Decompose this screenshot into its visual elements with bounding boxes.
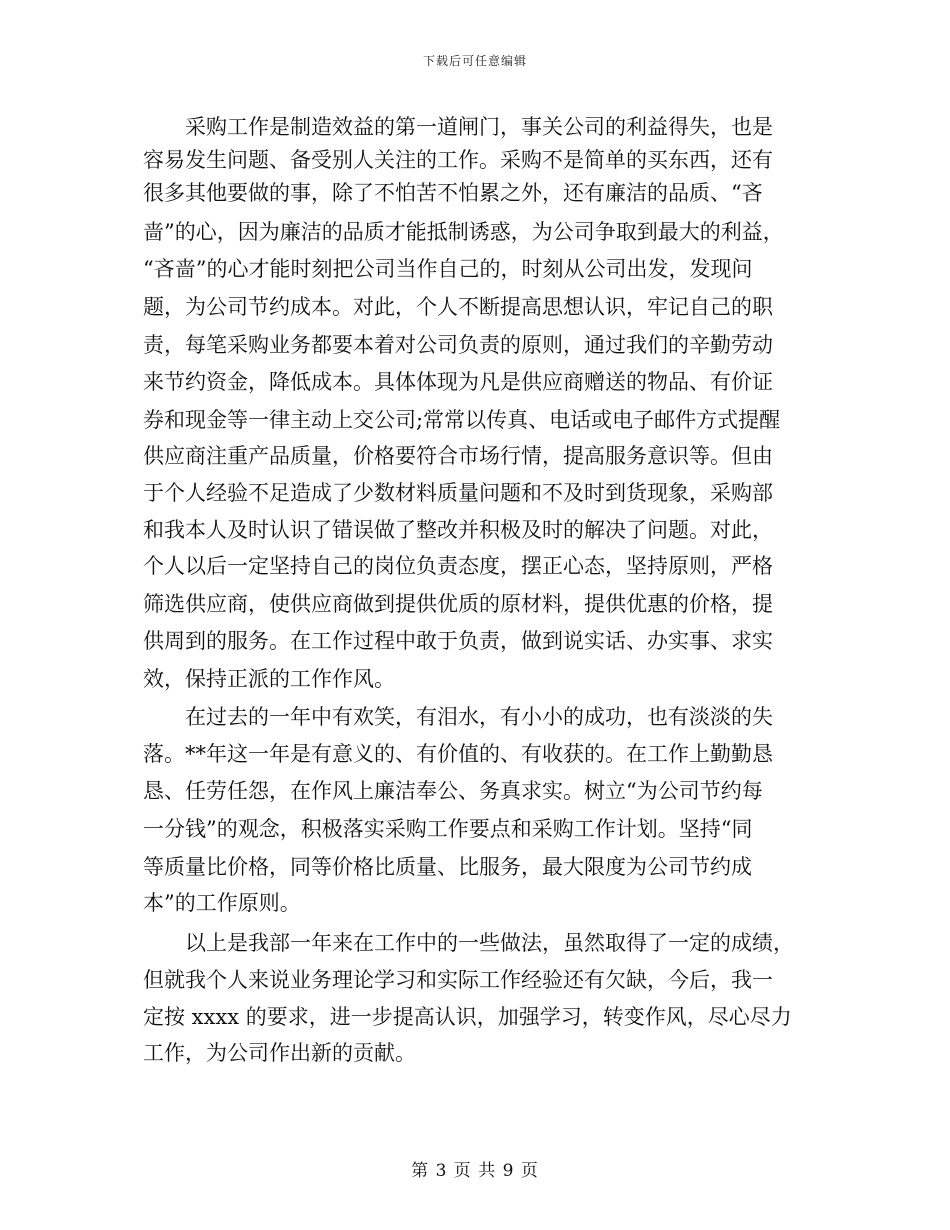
paragraph-line: 题，为公司节约成本。对此，个人不断提高思想认识，牢记自己的职 (143, 295, 773, 319)
paragraph-line: 但就我个人来说业务理论学习和实际工作经验还有欠缺，今后，我一 (143, 968, 773, 992)
paragraph-line: 个人以后一定坚持自己的岗位负责态度，摆正心态，坚持原则，严格 (143, 554, 773, 578)
paragraph-line: 来节约资金，降低成本。具体体现为凡是供应商赠送的物品、有价证 (143, 370, 773, 394)
paragraph-line: 在过去的一年中有欢笑，有泪水，有小小的成功，也有淡淡的失 (143, 705, 773, 729)
paragraph-line: 一分钱”的观念，积极落实采购工作要点和采购工作计划。坚持“同 (143, 817, 753, 841)
paragraph-line: 很多其他要做的事，除了不怕苦不怕累之外，还有廉洁的品质、“吝 (143, 181, 763, 205)
paragraph-line: 筛选供应商，使供应商做到提供优质的原材料，提供优惠的价格，提 (143, 592, 773, 616)
paragraph-line: 于个人经验不足造成了少数材料质量问题和不及时到货现象，采购部 (143, 481, 773, 505)
paragraph-line: 供应商注重产品质量，价格要符合市场行情，提高服务意识等。但由 (143, 444, 773, 468)
paragraph-line: “吝啬”的心才能时刻把公司当作自己的，时刻从公司出发，发现问 (143, 257, 753, 281)
paragraph-line: 恳、任劳任怨，在作风上廉洁奉公、务真求实。树立“为公司节约每 (143, 779, 763, 803)
paragraph-line: 和我本人及时认识了错误做了整改并积极及时的解决了问题。对此， (143, 518, 773, 542)
paragraph-line: 工作，为公司作出新的贡献。 (143, 1041, 416, 1065)
paragraph-line: 以上是我部一年来在工作中的一些做法，虽然取得了一定的成绩， (143, 931, 794, 955)
paragraph-line: 效，保持正派的工作作风。 (143, 667, 395, 691)
paragraph-line: 等质量比价格，同等价格比质量、比服务，最大限度为公司节约成 (143, 855, 752, 879)
paragraph-line: 本”的工作原则。 (143, 891, 301, 915)
paragraph-line: 责，每笔采购业务都要本着对公司负责的原则，通过我们的辛勤劳动 (143, 333, 773, 357)
paragraph-line: 容易发生问题、备受别人关注的工作。采购不是简单的买东西，还有 (143, 148, 773, 172)
paragraph-line: 供周到的服务。在工作过程中敢于负责，做到说实话、办实事、求实 (143, 629, 773, 653)
paragraph-line: 定按 xxxx 的要求，进一步提高认识，加强学习，转变作风，尽心尽力 (143, 1005, 792, 1029)
paragraph-line: 采购工作是制造效益的第一道闸门，事关公司的利益得失，也是 (143, 115, 773, 139)
paragraph-line: 啬”的心，因为廉洁的品质才能抵制诱惑，为公司争取到最大的利益， (143, 220, 784, 244)
page-header: 下载后可任意编辑 (422, 54, 527, 68)
page-footer: 第 3 页 共 9 页 (411, 1161, 539, 1181)
paragraph-line: 落。**年这一年是有意义的、有价值的、有收获的。在工作上勤勤恳 (143, 742, 773, 766)
paragraph-line: 券和现金等一律主动上交公司;常常以传真、电话或电子邮件方式提醒 (143, 408, 781, 432)
